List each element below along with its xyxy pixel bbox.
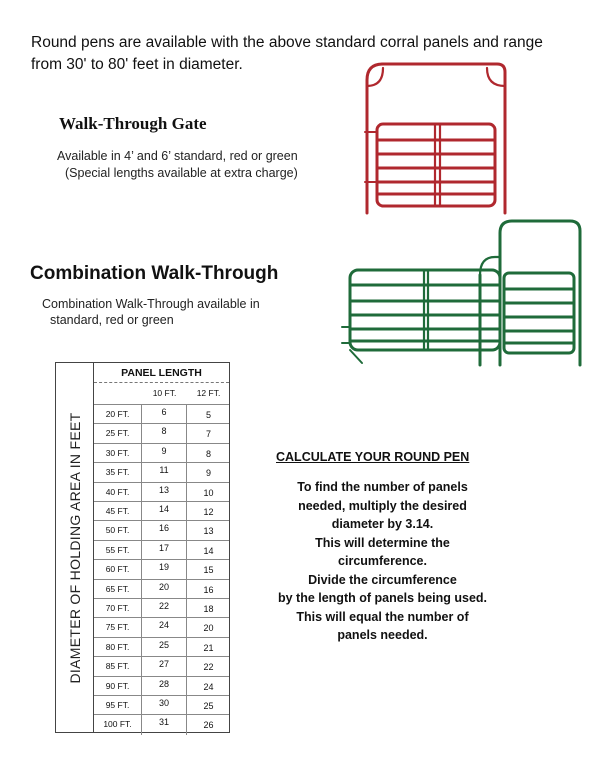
diameter-cell: 100 FT.: [94, 715, 142, 734]
diameter-cell: 45 FT.: [94, 502, 142, 521]
panels-10ft-cell: 11: [142, 463, 187, 482]
table-row: [94, 656, 229, 676]
calc-line: circumference.: [338, 554, 427, 568]
table-row: [94, 598, 229, 618]
table-row: [94, 617, 229, 637]
panels-10ft-cell: 31: [142, 715, 187, 734]
panels-10ft-cell: 25: [142, 638, 187, 657]
panels-12ft-cell: 20: [203, 623, 214, 634]
panels-12ft-cell: 18: [203, 604, 214, 614]
diameter-cell: 55 FT.: [94, 541, 142, 560]
diameter-axis-label: DIAMETER OF HOLDING AREA IN FEET: [67, 412, 83, 684]
panels-10ft-cell: 24: [142, 618, 187, 637]
column-headers: [94, 383, 229, 404]
panels-10ft-cell: 17: [142, 541, 187, 560]
table-row: [94, 462, 229, 482]
diameter-cell: 90 FT.: [94, 677, 142, 696]
panels-12ft-cell: 22: [203, 662, 214, 673]
panels-12ft-cell: 13: [203, 526, 214, 537]
gate-desc-line-1: Available in 4’ and 6’ standard, red or green: [57, 149, 298, 163]
diameter-cell: 40 FT.: [94, 483, 142, 502]
calc-line: This will determine the: [315, 535, 450, 550]
combination-walk-through-image: [340, 215, 590, 375]
diameter-cell: 95 FT.: [94, 696, 142, 715]
panels-12ft-cell: 9: [205, 468, 211, 479]
intro-line-2: from 30' to 80' feet in diameter.: [31, 56, 243, 73]
panels-10ft-cell: 19: [142, 560, 187, 579]
panels-12ft-cell: 5: [205, 410, 211, 420]
panels-12ft-cell: 8: [205, 448, 211, 459]
table-row: [94, 443, 229, 463]
diameter-cell: 70 FT.: [94, 599, 142, 618]
calc-line: panels needed.: [337, 628, 428, 642]
diameter-cell: 30 FT.: [94, 444, 142, 463]
panels-10ft-cell: 22: [142, 599, 187, 618]
col-header-12ft: 12 FT.: [196, 388, 221, 398]
calc-line: Divide the circumference: [308, 572, 457, 587]
panels-10ft-cell: 30: [142, 696, 187, 715]
diameter-cell: 25 FT.: [94, 424, 142, 443]
panel-length-table: [55, 362, 230, 733]
panels-10ft-cell: 6: [142, 405, 187, 424]
calc-line: diameter by 3.14.: [331, 517, 434, 531]
table-row: [94, 676, 229, 696]
table-row: [94, 520, 229, 540]
combination-walk-through-heading: Combination Walk-Through: [30, 263, 279, 284]
calc-line: This will equal the number of: [296, 609, 469, 624]
panels-10ft-cell: 16: [142, 521, 187, 540]
diameter-cell: 50 FT.: [94, 521, 142, 540]
panel-length-header: PANEL LENGTH: [94, 363, 229, 383]
table-row: [94, 482, 229, 502]
diameter-cell: 20 FT.: [94, 405, 142, 424]
diameter-cell: 60 FT.: [94, 560, 142, 579]
panels-12ft-cell: 21: [203, 642, 214, 653]
panels-10ft-cell: 8: [142, 424, 187, 443]
panels-10ft-cell: 9: [142, 444, 187, 463]
calc-line: needed, multiply the desired: [298, 498, 467, 513]
combo-desc-line-2: standard, red or green: [50, 313, 174, 327]
panels-10ft-cell: 20: [142, 580, 187, 599]
diameter-cell: 35 FT.: [94, 463, 142, 482]
walk-through-gate-heading: Walk-Through Gate: [59, 114, 207, 133]
diameter-label-cell: [56, 363, 94, 732]
table-row: [94, 423, 229, 443]
diameter-cell: 85 FT.: [94, 657, 142, 676]
diameter-cell: 80 FT.: [94, 638, 142, 657]
panels-10ft-cell: 14: [142, 502, 187, 521]
panels-12ft-cell: 26: [203, 720, 214, 731]
calculate-round-pen-title: CALCULATE YOUR ROUND PEN: [276, 450, 470, 464]
col-header-10ft: 10 FT.: [152, 388, 177, 398]
panels-12ft-cell: 12: [203, 507, 214, 517]
table-row: [94, 559, 229, 579]
panels-12ft-cell: 15: [203, 565, 214, 576]
table-row: [94, 540, 229, 560]
table-row: [94, 714, 229, 734]
intro-line-1: Round pens are available with the above standard corral panels and range: [31, 34, 543, 51]
table-row: [94, 695, 229, 715]
table-row: [94, 579, 229, 599]
calc-line: To find the number of panels: [297, 480, 468, 494]
panels-12ft-cell: 25: [203, 701, 214, 711]
combination-walk-through-description: [42, 296, 260, 328]
panels-12ft-cell: 24: [203, 681, 214, 692]
table-row: [94, 501, 229, 521]
panels-10ft-cell: 13: [142, 483, 187, 502]
calculate-instructions: [250, 478, 515, 645]
panels-12ft-cell: 10: [203, 487, 214, 498]
gate-desc-line-2: (Special lengths available at extra charge): [65, 166, 298, 180]
panels-12ft-cell: 7: [205, 429, 211, 440]
panels-10ft-cell: 27: [142, 657, 187, 676]
combo-desc-line-1: Combination Walk-Through available in: [42, 297, 260, 311]
panels-10ft-cell: 28: [142, 677, 187, 696]
table-row: [94, 637, 229, 657]
panels-12ft-cell: 14: [203, 545, 214, 556]
calc-line: by the length of panels being used.: [277, 591, 488, 605]
table-row: [94, 404, 229, 424]
walk-through-gate-description: [57, 148, 298, 182]
panels-12ft-cell: 16: [203, 584, 214, 595]
diameter-cell: 65 FT.: [94, 580, 142, 599]
walk-through-gate-image: [355, 58, 515, 218]
diameter-cell: 75 FT.: [94, 618, 142, 637]
